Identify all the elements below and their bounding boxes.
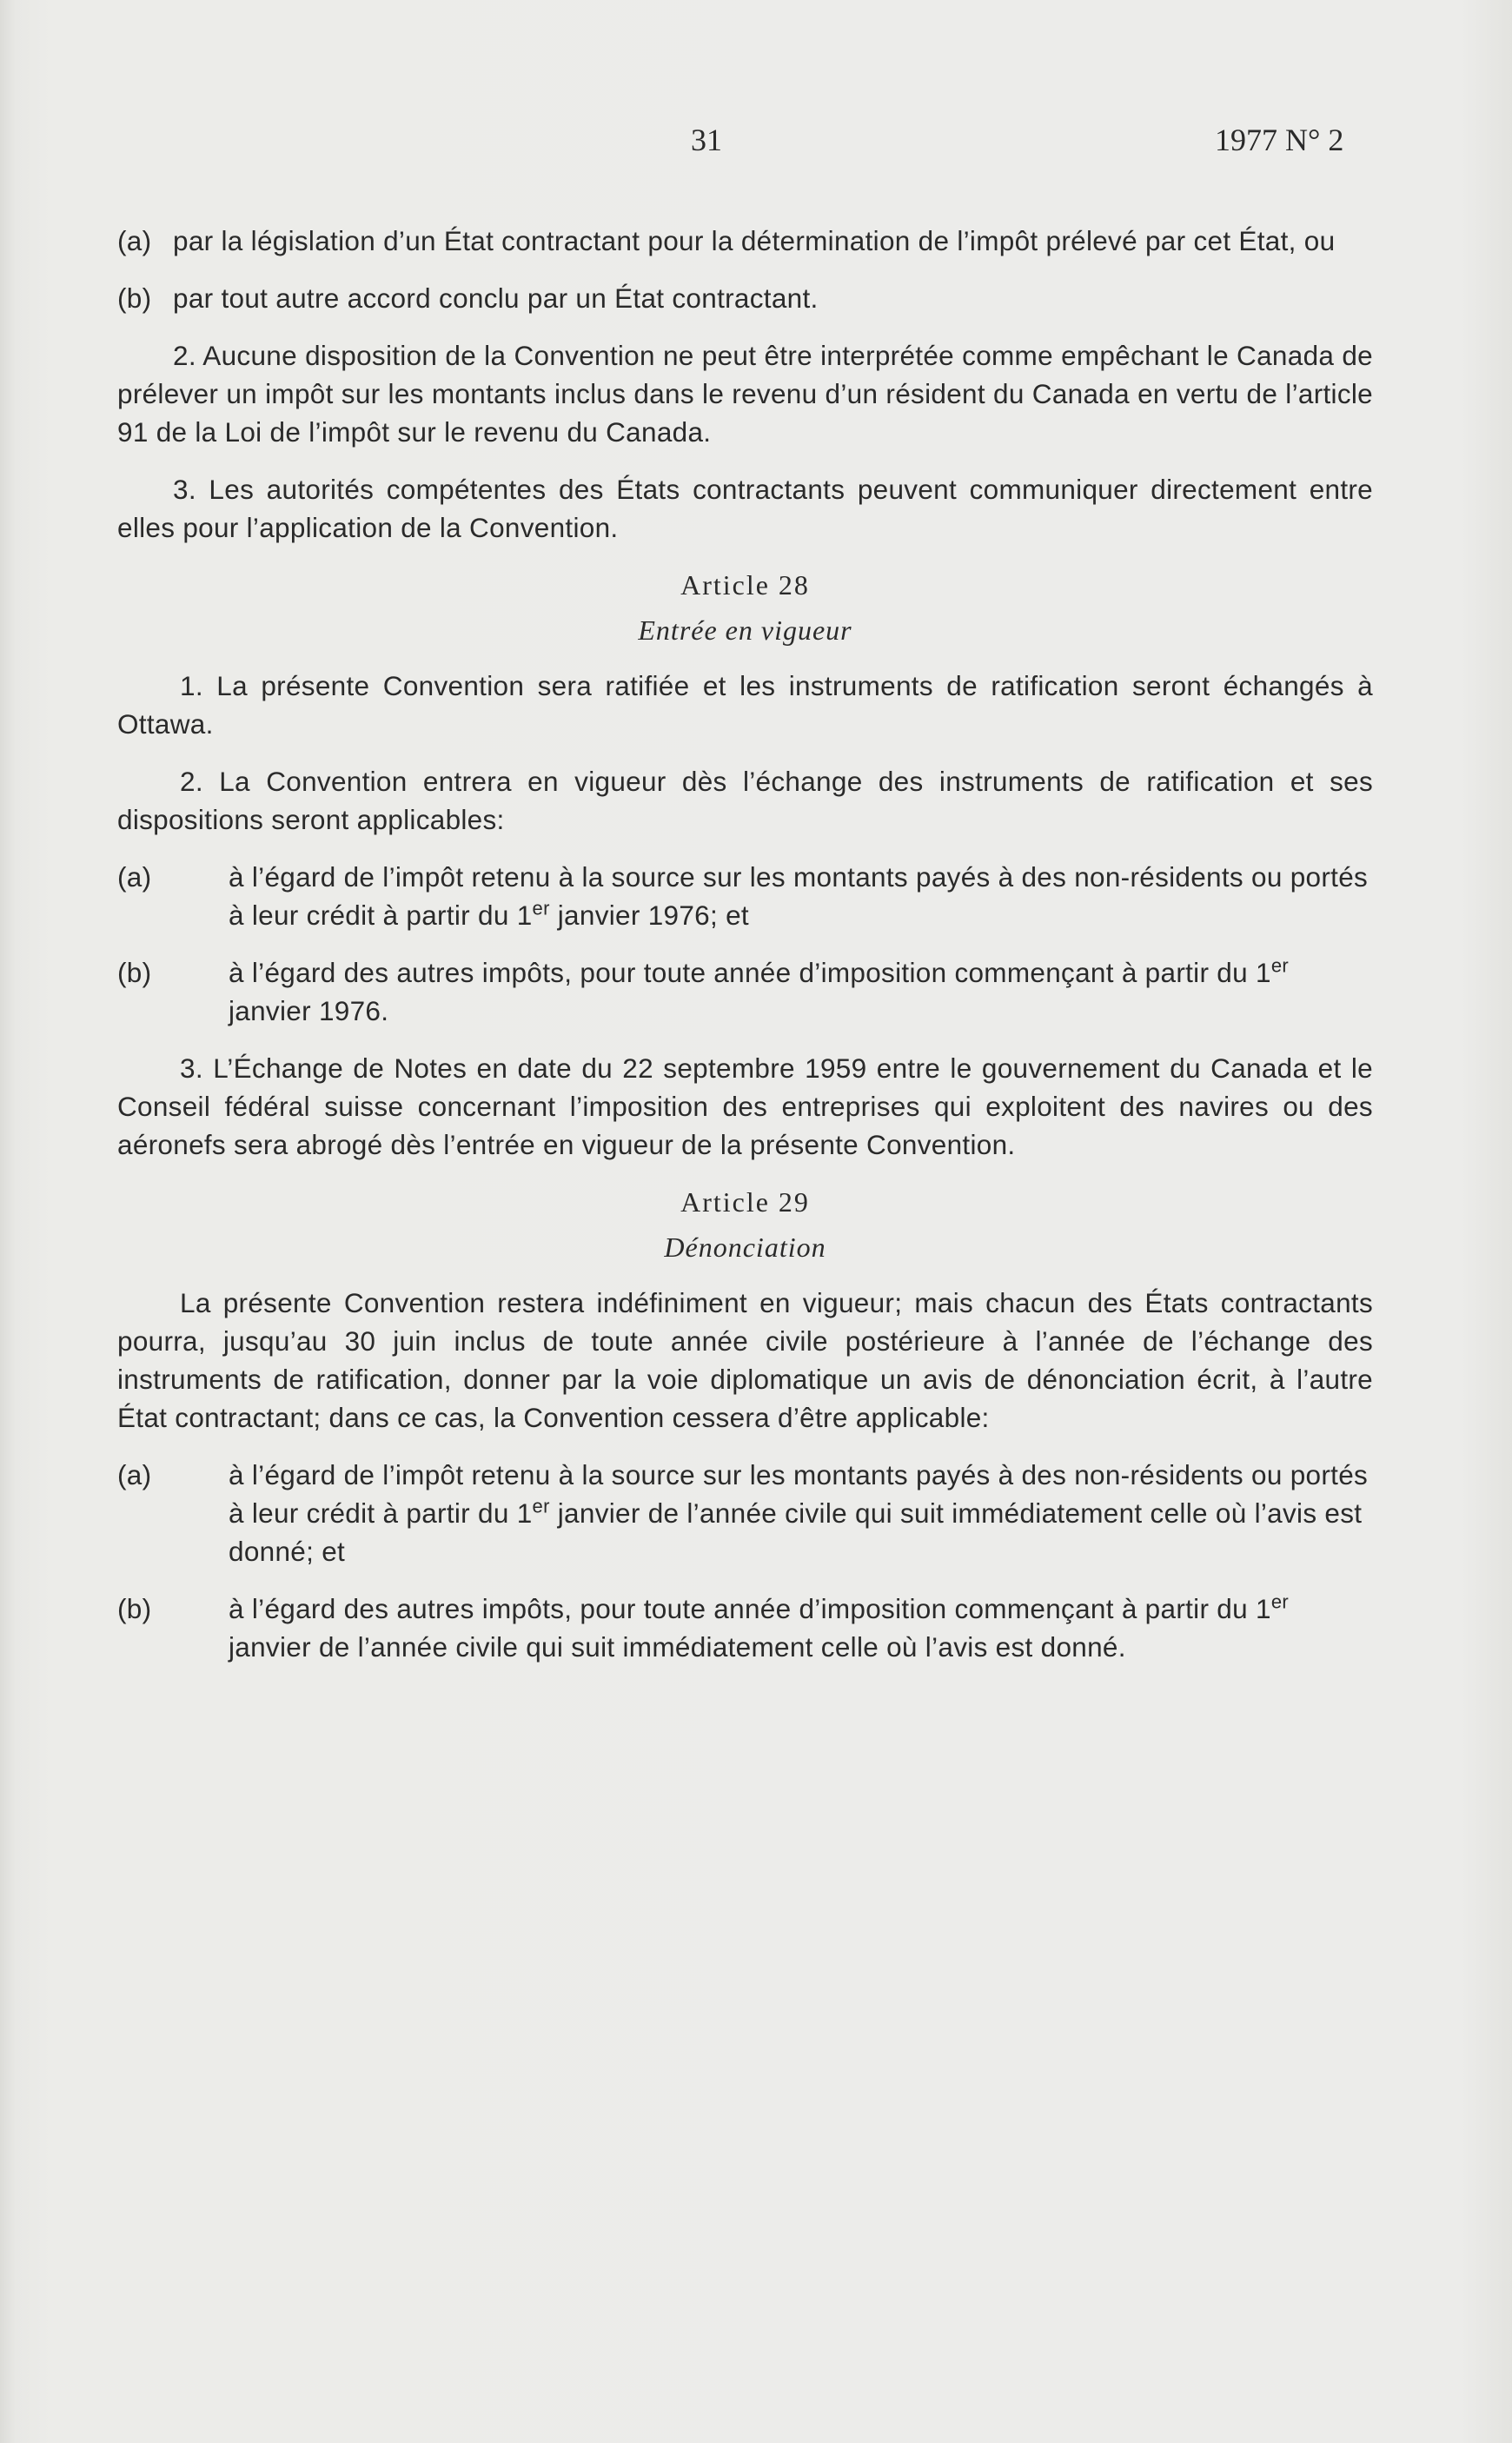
paragraph: 3. Les autorités compétentes des États contractants peuvent communiquer directement entre elles pour l’application de la Convention. [117, 474, 1373, 543]
list-item [117, 1590, 1373, 1666]
item-marker: (a) [117, 861, 152, 893]
superscript: er [532, 1495, 550, 1517]
paragraph: 2. La Convention entrera en vigueur dès l’échange des instruments de ratification et ses dispositions seront applicables: [117, 766, 1373, 835]
list-item [117, 1456, 1373, 1570]
paragraph: La présente Convention restera indéfiniment en vigueur; mais chacun des États contractants pourra, jusqu’au 30 juin inclus de toute année civile postérieure à l’année de l’échange des instruments de ratification, donner par la voie diplomatique un avis de dénonciation écrit, à l’autre État contractant; dans ce cas, la Convention cessera d’être applicable: [117, 1287, 1373, 1433]
paragraph: 3. L’Échange de Notes en date du 22 septembre 1959 entre le gouvernement du Canada et le Conseil fédéral suisse concernant l’imposition des entreprises qui exploitent des navires ou des aéronefs sera abrogé dès l’entrée en vigueur de la présente Convention. [117, 1052, 1373, 1160]
item-text: à l’égard des autres impôts, pour toute année d’imposition commençant à partir du 1er janvier 1976. [229, 954, 1289, 1026]
list-item [117, 953, 1373, 1030]
item-text: à l’égard de l’impôt retenu à la source sur les montants payés à des non-résidents ou portés à leur crédit à partir du 1er janvier de l’année civile qui suit immédiatement celle où l’avis est donné; et [229, 1459, 1369, 1567]
item-text: par la législation d’un État contractant pour la détermination de l’impôt prélevé par cet État, ou [173, 225, 1336, 256]
article-title: Dénonciation [664, 1231, 826, 1263]
paragraph: 1. La présente Convention sera ratifiée et les instruments de ratification seront échangés à Ottawa. [117, 670, 1373, 740]
item-text: à l’égard de l’impôt retenu à la source sur les montants payés à des non-résidents ou portés à leur crédit à partir du 1er janvier 1976; et [229, 861, 1369, 931]
article-title: Entrée en vigueur [638, 614, 852, 646]
page-header [0, 122, 1512, 165]
item-text: à l’égard des autres impôts, pour toute année d’imposition commençant à partir du 1er janvier de l’année civile qui suit immédiatement celle où l’avis est donné. [229, 1590, 1289, 1663]
superscript: er [1270, 1590, 1289, 1613]
item-marker: (b) [117, 957, 152, 988]
superscript: er [532, 897, 550, 919]
article-heading: Article 29 [680, 1186, 810, 1218]
item-marker: (a) [117, 225, 152, 256]
item-marker: (b) [117, 282, 152, 314]
page-number: 31 [691, 123, 722, 157]
list-item [117, 858, 1373, 934]
superscript: er [1270, 954, 1289, 977]
list-item [117, 222, 1373, 260]
item-text: par tout autre accord conclu par un État contractant. [173, 282, 819, 314]
document-body [117, 222, 1373, 1685]
item-marker: (b) [117, 1593, 152, 1624]
list-item [117, 279, 1373, 317]
item-marker: (a) [117, 1459, 152, 1490]
article-heading: Article 28 [680, 569, 810, 601]
document-reference: 1977 N° 2 [1215, 123, 1344, 157]
paragraph: 2. Aucune disposition de la Convention ne peut être interprétée comme empêchant le Canada de prélever un impôt sur les montants inclus dans le revenu d’un résident du Canada en vertu de l’article 91 de la Loi de l’impôt sur le revenu du Canada. [117, 340, 1373, 448]
